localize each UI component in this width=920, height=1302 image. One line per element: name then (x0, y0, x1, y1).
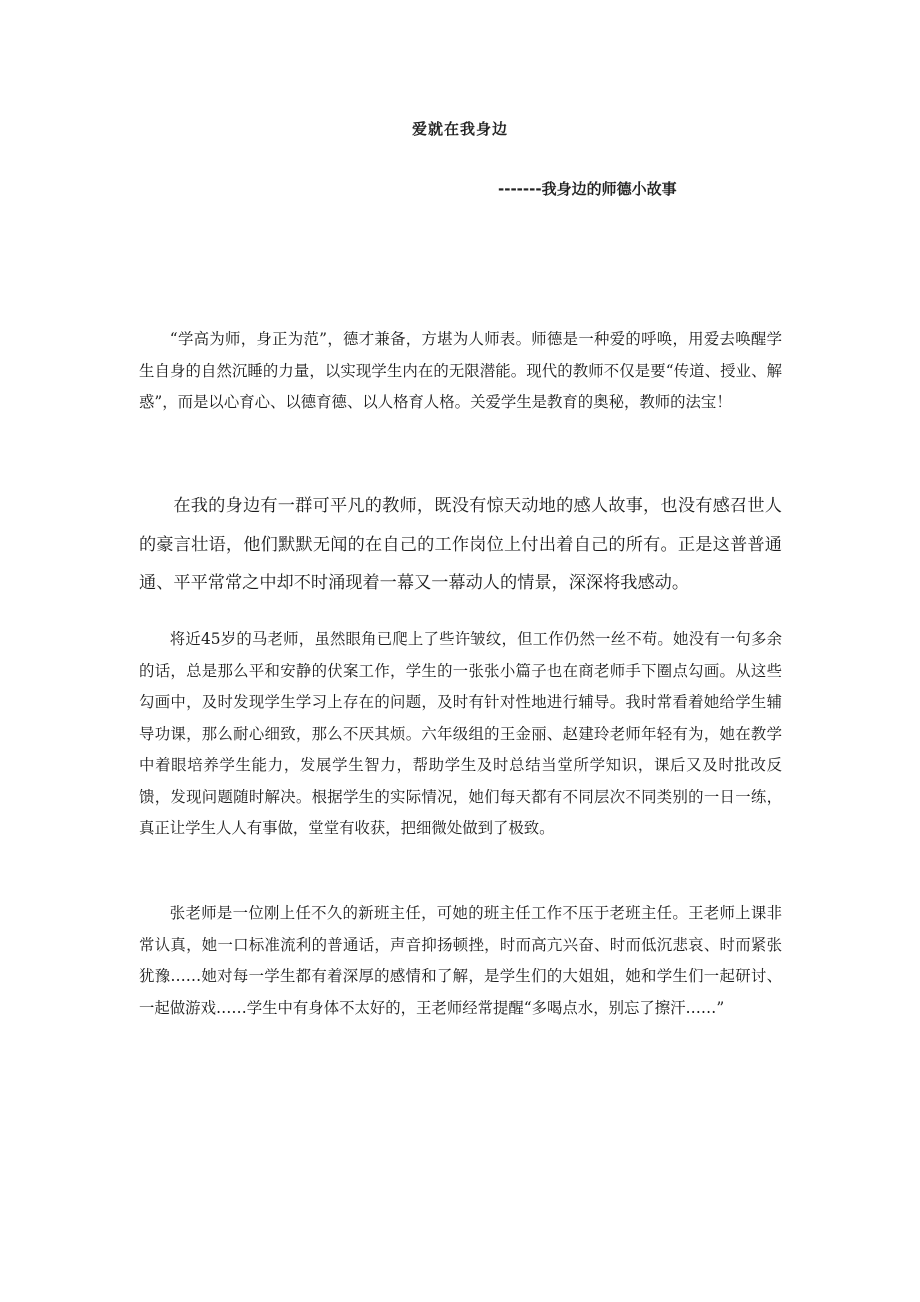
document-title: 爱就在我身边 (411, 120, 508, 138)
paragraph-1: “学高为师，身正为范”，德才兼备，方堪为人师表。师德是一种爱的呼唤，用爱去唤醒学生自身的自然沉睡的力量，以实现学生内在的无限潜能。现代的教师不仅是要“传道、授业、解惑”，而是以心育心、以德育德、以人格育人格。关爱学生是教育的奥秘，教师的法宝！ (139, 330, 782, 411)
document-subtitle: -------我身边的师德小故事 (498, 180, 677, 198)
paragraph-2: 在我的身边有一群可平凡的教师，既没有惊天动地的感人故事，也没有感召世人的豪言壮语，他们默默无闻的在自己的工作岗位上付出着自己的所有。正是这普普通通、平平常常之中却不时涌现着一幕又一幕动人的情景，深深将我感动。 (139, 496, 782, 593)
paragraph-4: 张老师是一位刚上任不久的新班主任，可她的班主任工作不压于老班主任。王老师上课非常认真，她一口标准流利的普通话，声音抑扬顿挫，时而高亢兴奋、时而低沉悲哀、时而紧张犹豫……她对每一学生都有着深厚的感情和了解，是学生们的大姐姐，她和学生们一起研讨、一起做游戏……学生中有身体不太好的，王老师经常提醒“多喝点水，别忘了擦汗……” (139, 904, 782, 1017)
paragraph-3: 将近45岁的马老师，虽然眼角已爬上了些许皱纹，但工作仍然一丝不苟。她没有一句多余的话，总是那么平和安静的伏案工作，学生的一张张小篇子也在商老师手下圈点勾画。从这些勾画中，及时发现学生学习上存在的问题，及时有针对性地进行辅导。我时常看着她给学生辅导功课，那么耐心细致，那么不厌其烦。六年级组的王金丽、赵建玲老师年轻有为，她在教学中着眼培养学生能力，发展学生智力，帮助学生及时总结当堂所学知识，课后又及时批改反馈，发现问题随时解决。根据学生的实际情况，她们每天都有不同层次不同类别的一日一练，真正让学生人人有事做，堂堂有收获，把细微处做到了极致。 (139, 630, 782, 837)
